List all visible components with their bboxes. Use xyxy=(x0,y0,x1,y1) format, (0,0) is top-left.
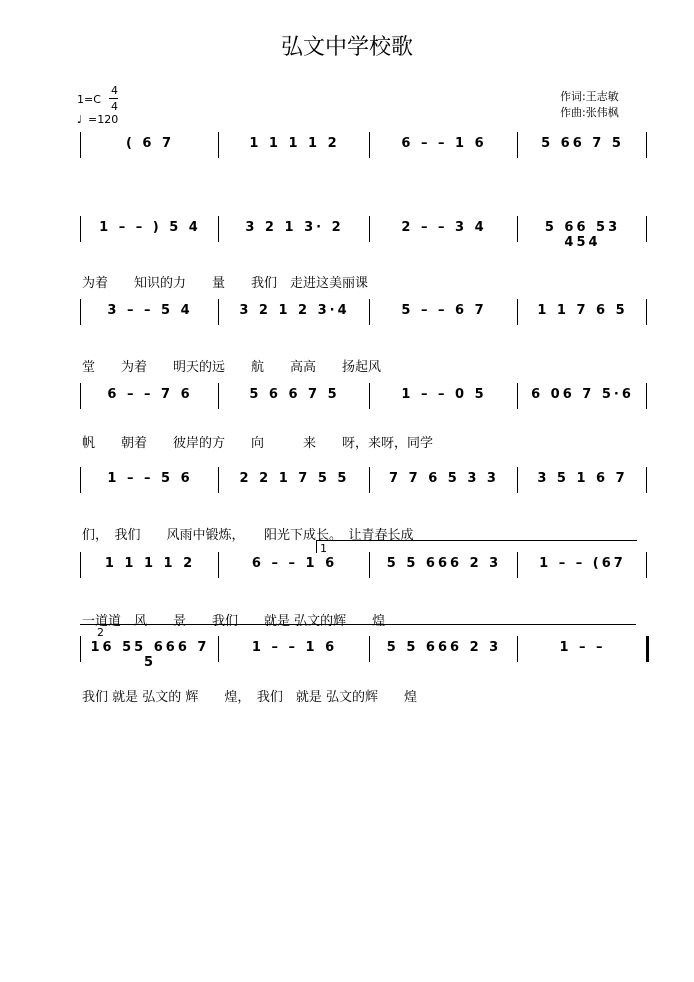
measure-notes: 1 1 1 1 2 xyxy=(104,556,196,571)
measure-notes: 6 06 7 5·6 xyxy=(531,387,634,402)
measure-notes: 3 2 1 2 3·4 xyxy=(239,303,350,318)
bar-line xyxy=(369,552,370,578)
bar-line xyxy=(218,216,219,242)
measure-notes: 5 5 666 2 3 xyxy=(386,640,502,655)
measure-notes: 7 7 6 5 3 3 xyxy=(389,471,499,486)
bar-line xyxy=(646,636,649,662)
bar-line xyxy=(369,216,370,242)
bar-line xyxy=(517,467,518,493)
lyrics-line: 为着 知识的力 量 我们 走进这美丽课 xyxy=(82,276,369,291)
bar-line xyxy=(517,216,518,242)
volta-2-bracket xyxy=(80,624,636,637)
measure-notes: 5 – – 6 7 xyxy=(401,303,487,318)
bar-line xyxy=(218,132,219,158)
bar-line xyxy=(369,636,370,662)
measure-notes: 1 – – 0 5 xyxy=(401,387,487,402)
lyrics-line: 一道道 风 景 我们 就是 弘文的辉 煌 xyxy=(82,614,386,629)
measure-notes: 5 6 6 7 5 xyxy=(249,387,340,402)
bar-line xyxy=(369,132,370,158)
bar-line xyxy=(517,132,518,158)
measure-notes: 5 66 7 5 xyxy=(541,136,624,151)
time-signature-line xyxy=(109,98,118,99)
bar-line xyxy=(646,467,647,493)
bar-line xyxy=(517,299,518,325)
composer-credit: 作曲:张伟枫 xyxy=(560,106,619,119)
measure-notes: 3 – – 5 4 xyxy=(107,303,193,318)
bar-line xyxy=(80,552,81,578)
time-signature-top: 4 xyxy=(111,84,118,97)
measure-notes: 1 – – (67 xyxy=(539,556,626,571)
measure-notes: 1 – – 1 6 xyxy=(251,640,338,655)
measure-notes: 6 – – 1 6 xyxy=(251,556,338,571)
bar-line xyxy=(218,552,219,578)
measure-notes: 5 5 666 2 3 xyxy=(386,556,502,571)
time-signature-bottom: 4 xyxy=(111,100,118,113)
bar-line xyxy=(80,467,81,493)
bar-line xyxy=(646,216,647,242)
bar-line xyxy=(80,299,81,325)
volta-1-label: 1 xyxy=(320,542,327,555)
bar-line xyxy=(80,216,81,242)
measure-notes: 2 – – 3 4 xyxy=(401,220,487,235)
bar-line xyxy=(80,132,81,158)
measure-notes: 5 66 53 454 xyxy=(544,220,621,250)
key-signature: 1=C xyxy=(77,93,101,106)
lyrics-line: 帆 朝着 彼岸的方 向 来 呀，来呀，同学 xyxy=(82,436,434,451)
bar-line xyxy=(218,636,219,662)
bar-line xyxy=(517,383,518,409)
measure-notes: 1 – – xyxy=(559,640,606,655)
tempo-value: =120 xyxy=(88,113,119,126)
measure-notes: 6 – – 1 6 xyxy=(401,136,487,151)
bar-line xyxy=(369,467,370,493)
measure-notes: 1 1 1 1 2 xyxy=(249,136,340,151)
bar-line xyxy=(218,383,219,409)
volta-2-label: 2 xyxy=(97,626,104,639)
measure-notes: 16 55 666 7 5 xyxy=(90,640,210,670)
bar-line xyxy=(218,467,219,493)
bar-line xyxy=(369,383,370,409)
tempo-note-icon: ♩ xyxy=(77,113,83,126)
lyrics-line: 我们 就是 弘文的 辉 煌， 我们 就是 弘文的辉 煌 xyxy=(82,690,418,705)
bar-line xyxy=(80,383,81,409)
song-title: 弘文中学校歌 xyxy=(280,35,413,60)
measure-notes: 1 1 7 6 5 xyxy=(537,303,628,318)
bar-line xyxy=(369,299,370,325)
lyricist-credit: 作词:王志敏 xyxy=(560,90,619,103)
measure-notes: 1 – – ) 5 4 xyxy=(99,220,201,235)
volta-1-bracket xyxy=(316,540,637,553)
bar-line xyxy=(646,552,647,578)
bar-line xyxy=(646,383,647,409)
bar-line xyxy=(218,299,219,325)
measure-notes: 6 – – 7 6 xyxy=(107,387,193,402)
bar-line xyxy=(646,299,647,325)
bar-line xyxy=(646,132,647,158)
measure-notes: 1 – – 5 6 xyxy=(107,471,193,486)
bar-line xyxy=(80,636,81,662)
measure-notes: ( 6 7 xyxy=(125,136,175,151)
measure-notes: 2 2 1 7 5 5 xyxy=(239,471,350,486)
bar-line xyxy=(517,636,518,662)
bar-line xyxy=(517,552,518,578)
lyrics-line: 堂 为着 明天的远 航 高高 扬起风 xyxy=(82,360,382,375)
measure-notes: 3 2 1 3· 2 xyxy=(245,220,344,235)
measure-notes: 3 5 1 6 7 xyxy=(537,471,628,486)
lyrics-line: 们， 我们 风雨中锻炼， 阳光下成长。 让青春长成 xyxy=(82,528,414,543)
